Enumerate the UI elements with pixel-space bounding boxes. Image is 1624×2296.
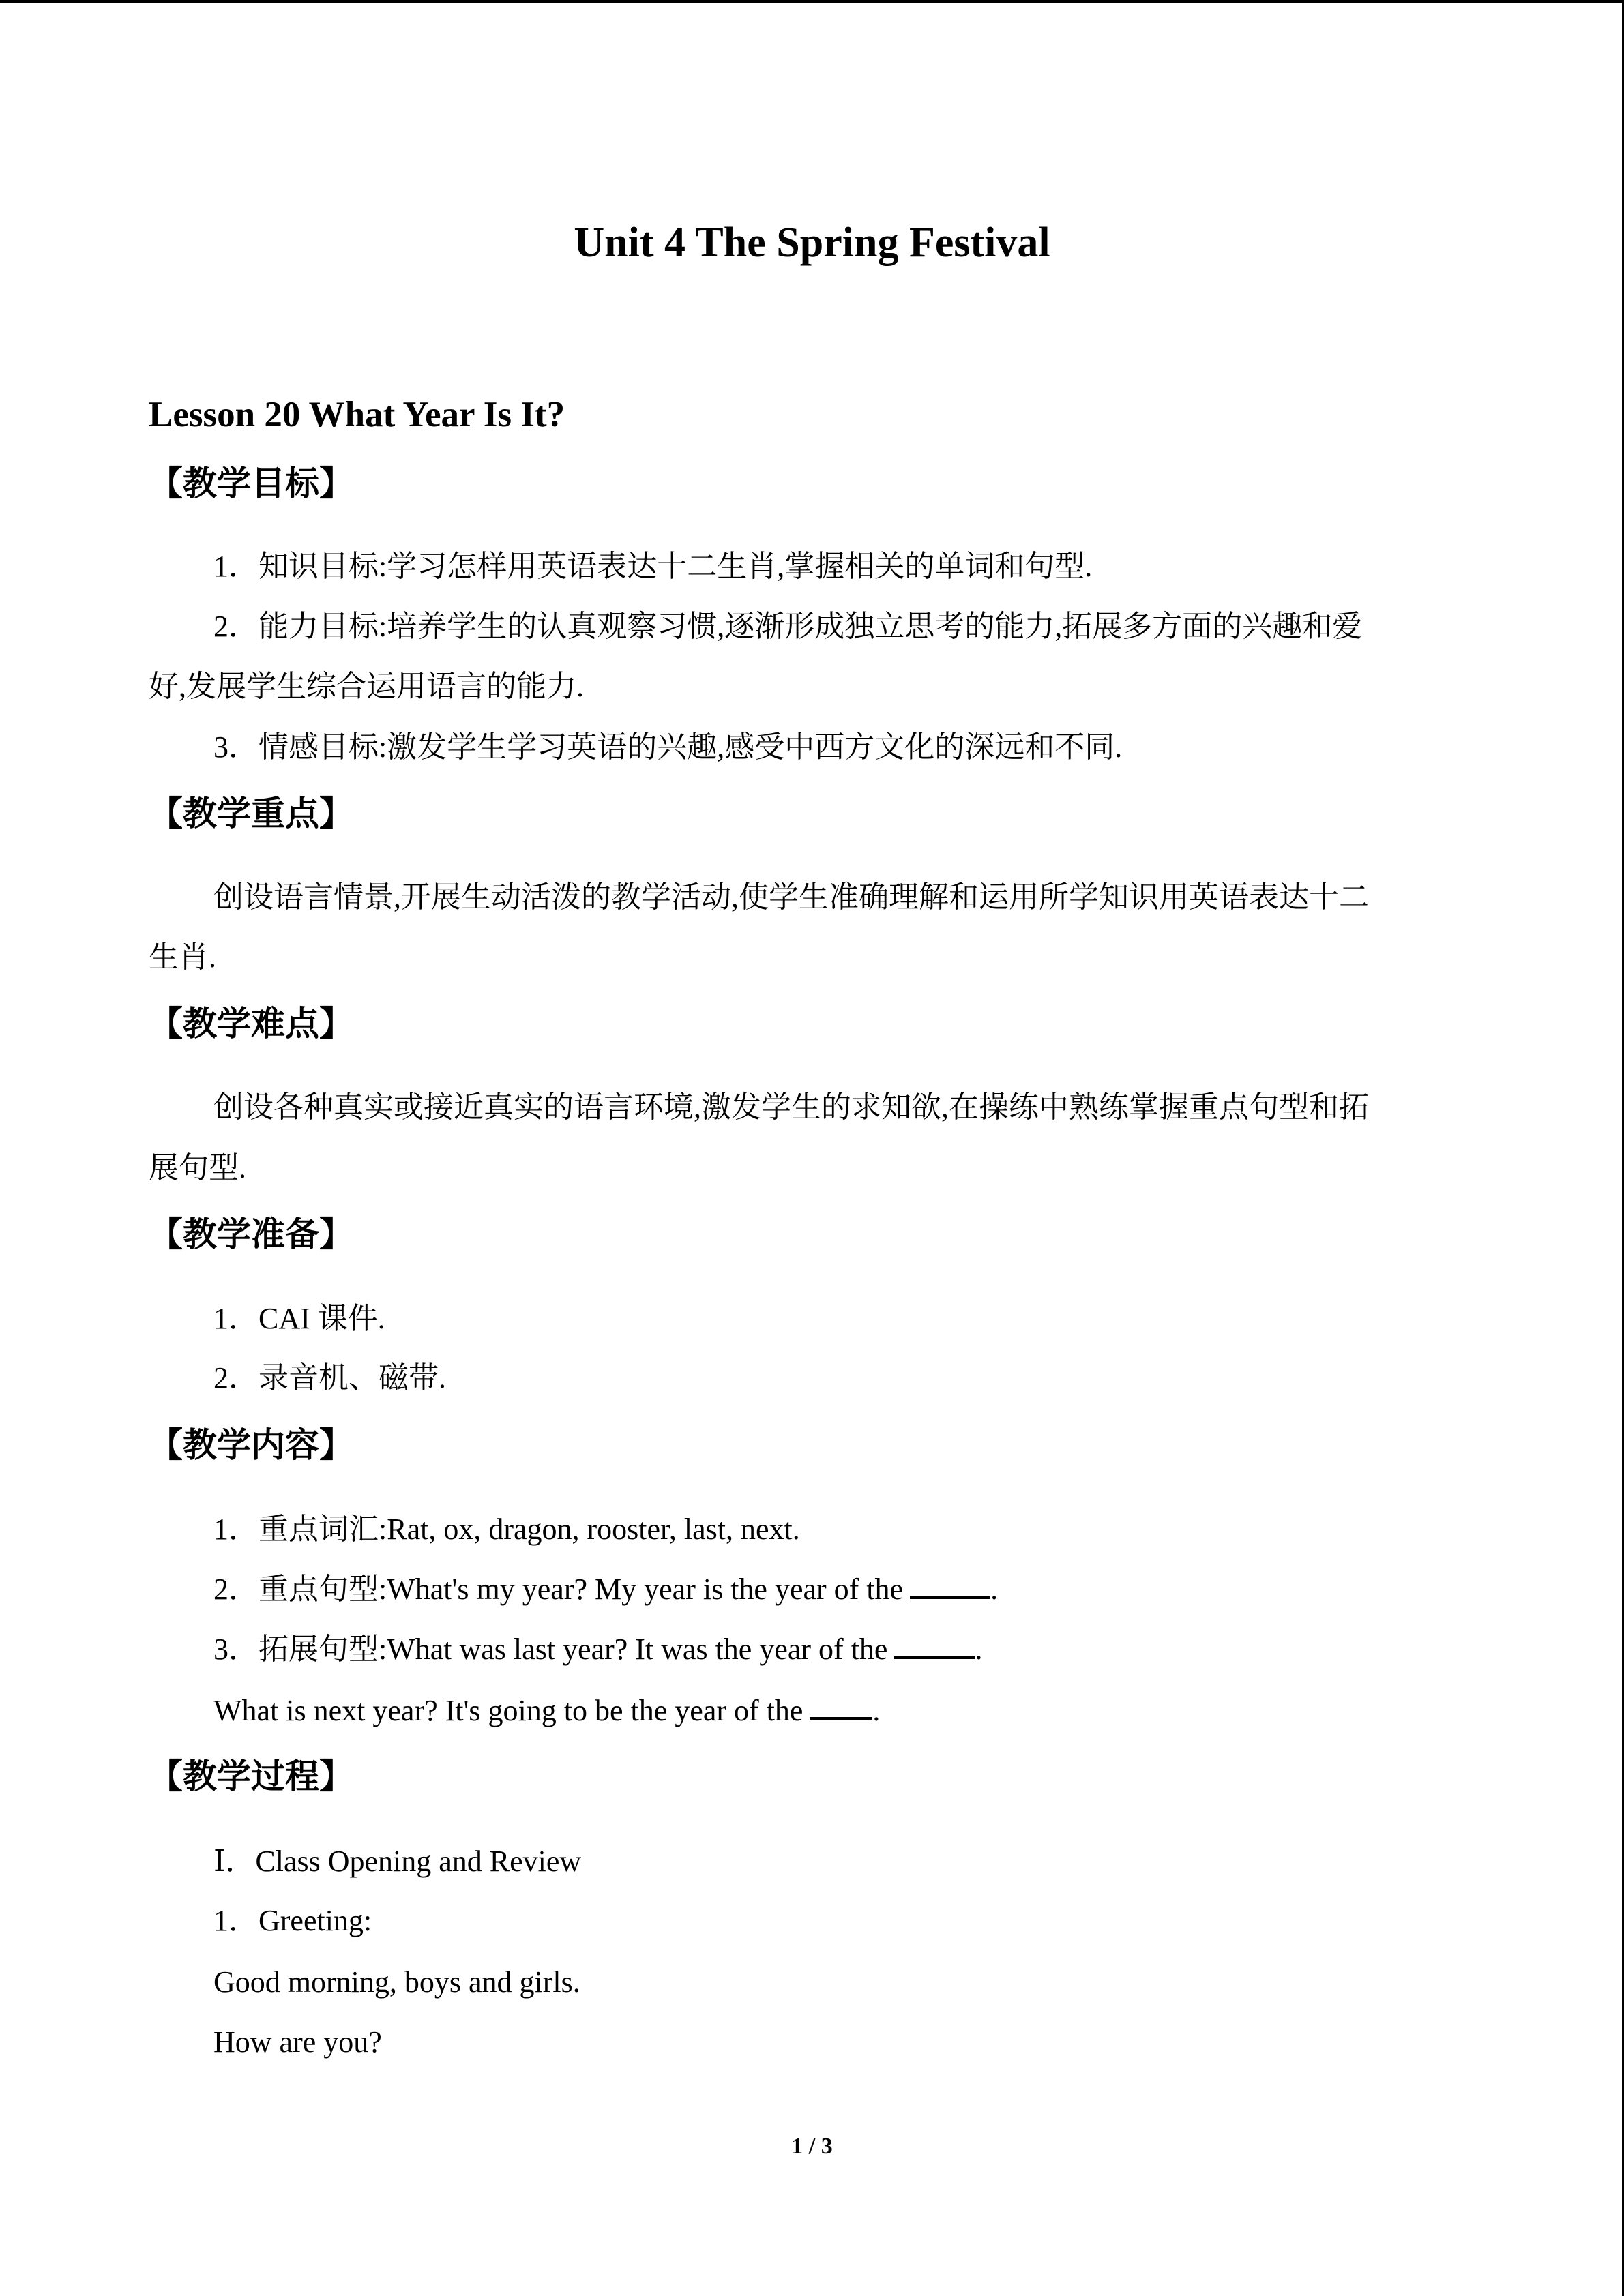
lesson-title: Lesson 20 What Year Is It? [149,395,565,434]
process-item-3: Good morning, boys and girls. [213,1965,580,1999]
content-item-2-text: 2．重点句型:What's my year? My year is the year of the [213,1572,904,1606]
objective-item-2: 2．能力目标:培养学生的认真观察习惯,逐渐形成独立思考的能力,拓展多方面的兴趣和爱 [213,610,1363,643]
content-item-3-text: 3．拓展句型:What was last year? It was the year of the [213,1632,888,1666]
content-item-4 [213,1690,880,1731]
heading-content: 【教学内容】 [149,1425,353,1465]
preparation-item-1: 1．CAI 课件. [213,1302,385,1335]
content-item-4-period: . [872,1694,881,1727]
heading-objectives: 【教学目标】 [149,464,353,503]
content-item-3-period: . [975,1632,983,1666]
objective-item-3: 3．情感目标:激发学生学习英语的兴趣,感受中西方文化的深远和不同. [213,730,1123,764]
content-item-2-period: . [990,1572,999,1606]
process-item-1: Ⅰ．Class Opening and Review [213,1845,582,1878]
heading-process: 【教学过程】 [149,1757,353,1796]
difficult-points-line-2: 展句型. [149,1151,246,1184]
heading-difficult-points: 【教学难点】 [149,1004,353,1043]
fill-in-blank [810,1690,872,1720]
preparation-item-2: 2．录音机、磁带. [213,1361,446,1395]
fill-in-blank [894,1628,975,1659]
document-title: Unit 4 The Spring Festival [574,220,1050,266]
fill-in-blank [910,1568,990,1599]
heading-preparation: 【教学准备】 [149,1214,353,1254]
content-item-2 [213,1568,998,1610]
process-item-4: How are you? [213,2025,382,2059]
objective-item-2-continued: 好,发展学生综合运用语言的能力. [149,670,584,703]
page-number: 1 / 3 [791,2134,833,2159]
content-item-3 [213,1628,982,1670]
key-points-line-2: 生肖. [149,940,216,974]
content-item-4-text: What is next year? It's going to be the year of the [213,1694,803,1727]
process-item-2: 1．Greeting: [213,1904,372,1937]
key-points-line-1: 创设语言情景,开展生动活泼的教学活动,使学生准确理解和运用所学知识用英语表达十二 [213,880,1369,914]
objective-item-1: 1．知识目标:学习怎样用英语表达十二生肖,掌握相关的单词和句型. [213,550,1093,583]
heading-key-points: 【教学重点】 [149,794,353,833]
content-item-1: 1．重点词汇:Rat, ox, dragon, rooster, last, next. [213,1512,800,1546]
difficult-points-line-1: 创设各种真实或接近真实的语言环境,激发学生的求知欲,在操练中熟练掌握重点句型和拓 [213,1090,1369,1124]
